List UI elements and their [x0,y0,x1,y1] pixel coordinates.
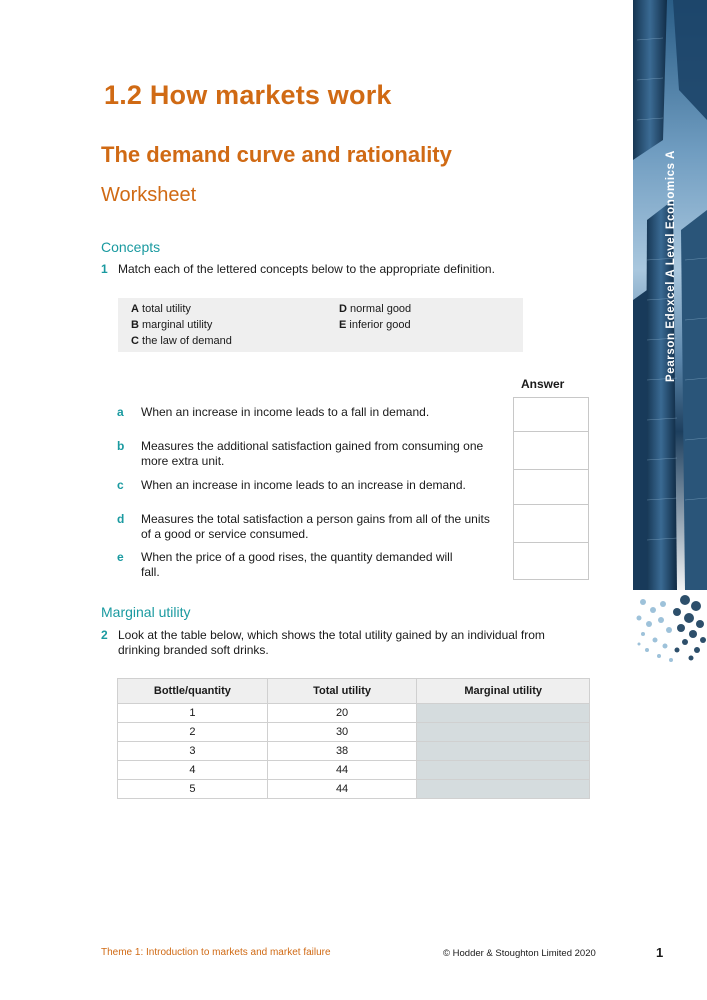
marginal-utility-answer-cell[interactable] [417,742,590,761]
answer-box-a[interactable] [513,397,589,432]
item-definition: Measures the additional satisfaction gained from consuming one more extra unit. [141,439,484,468]
item-definition: When the price of a good rises, the quantity demanded will fall. [141,550,453,579]
column-header: Total utility [267,679,417,704]
total-utility-cell: 38 [267,742,417,761]
quantity-cell: 4 [118,761,268,780]
item-letter: e [117,550,124,564]
item-definition: When an increase in income leads to an increase in demand. [141,478,466,492]
marginal-utility-answer-cell[interactable] [417,761,590,780]
question-2-text: Look at the table below, which shows the total utility gained by an individual from drinking branded soft drinks. [118,628,545,657]
answer-box-d[interactable] [513,504,589,543]
item-letter: d [117,512,125,526]
table-header-row [118,679,590,704]
concept-options-box [118,298,523,352]
total-utility-cell: 30 [267,723,417,742]
table-row [118,742,590,761]
total-utility-cell: 20 [267,704,417,723]
marginal-utility-answer-cell[interactable] [417,723,590,742]
table-row [118,780,590,799]
column-header: Marginal utility [417,679,590,704]
concept-option: A total utility [131,303,191,315]
total-utility-cell: 44 [267,780,417,799]
answer-box-c[interactable] [513,469,589,505]
footer-theme: Theme 1: Introduction to markets and market failure [101,947,331,958]
item-letter: b [117,439,125,453]
column-header: Bottle/quantity [118,679,268,704]
marginal-utility-answer-cell[interactable] [417,704,590,723]
question-1-number: 1 [101,262,108,276]
page-title: 1.2 How markets work [104,80,392,110]
item-letter: c [117,478,124,492]
concept-option: D normal good [339,303,412,315]
quantity-cell: 1 [118,704,268,723]
marginal-utility-heading: Marginal utility [101,604,191,620]
marginal-utility-answer-cell[interactable] [417,780,590,799]
quantity-cell: 2 [118,723,268,742]
total-utility-cell: 44 [267,761,417,780]
concept-option: C the law of demand [131,335,232,347]
item-definition: When an increase in income leads to a fall in demand. [141,405,430,419]
quantity-cell: 3 [118,742,268,761]
concept-option: E inferior good [339,319,411,331]
answer-heading: Answer [521,377,565,391]
table-row [118,761,590,780]
concept-option: B marginal utility [131,319,213,331]
question-2-number: 2 [101,628,108,642]
side-series-label-text: Pearson Edexcel A Level Economics A [665,150,677,382]
page-number: 1 [656,945,664,960]
worksheet-label: Worksheet [101,184,197,206]
answer-box-b[interactable] [513,431,589,470]
table-row [118,704,590,723]
item-letter: a [117,405,124,419]
table-row [118,723,590,742]
page-subtitle: The demand curve and rationality [101,142,452,167]
quantity-cell: 5 [118,780,268,799]
footer-copyright: © Hodder & Stoughton Limited 2020 [443,948,596,959]
question-1-text: Match each of the lettered concepts below to the appropriate definition. [118,262,495,276]
utility-table [117,678,590,799]
answer-box-e[interactable] [513,542,589,580]
item-definition: Measures the total satisfaction a person gains from all of the units of a good or service consumed. [141,512,490,541]
concepts-heading: Concepts [101,239,161,255]
